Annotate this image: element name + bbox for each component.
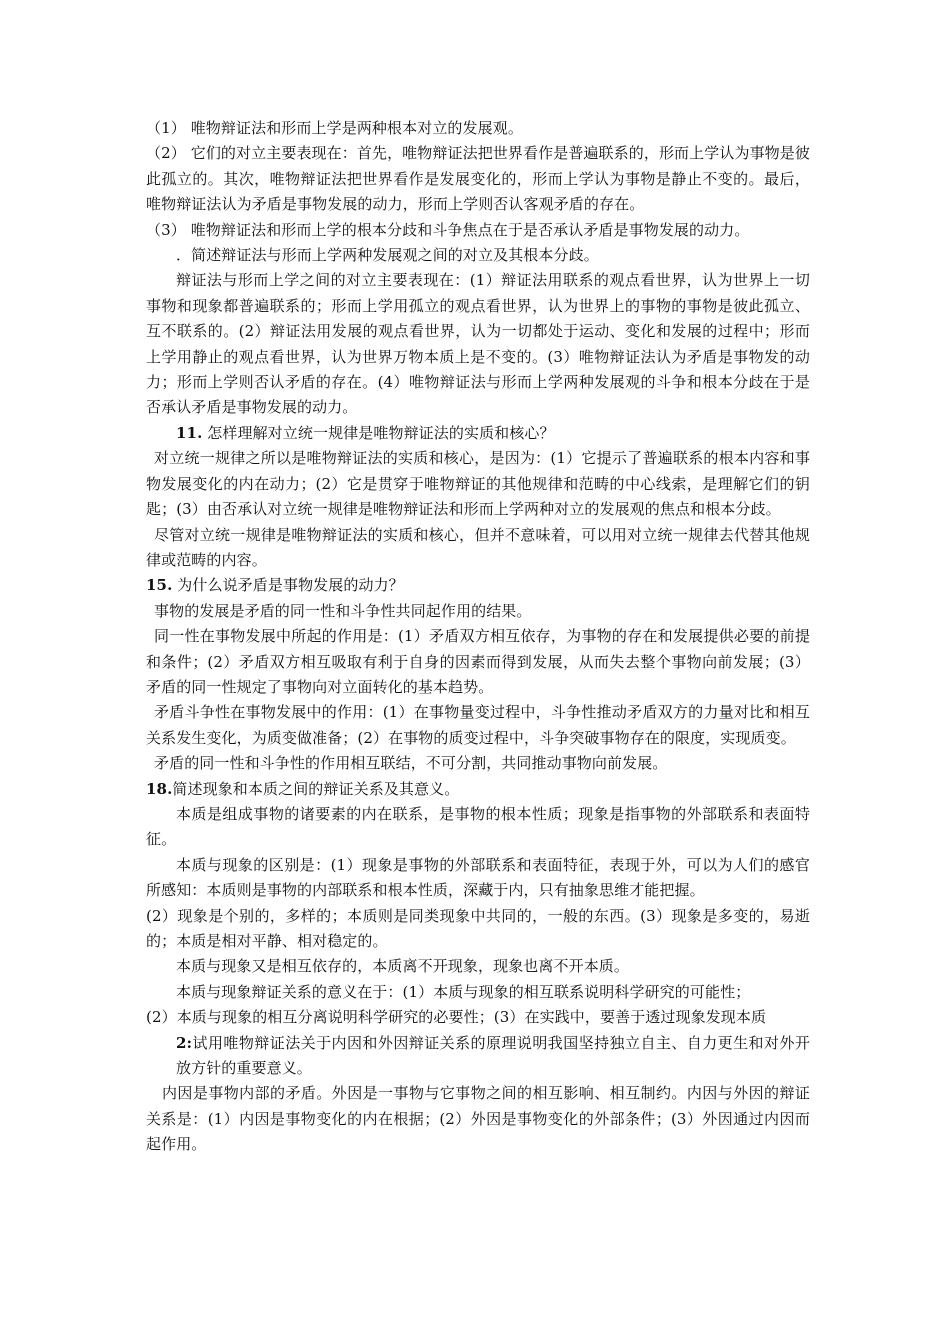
question-15-text: 为什么说矛盾是事物发展的动力？ <box>177 576 404 595</box>
question-2-number: 2: <box>176 1033 193 1052</box>
document-body <box>146 116 810 1158</box>
question-18-number: 18. <box>146 779 173 798</box>
answer-11-paragraph-2: 尽管对立统一规律是唯物辩证法的实质和核心，但并不意味着，可以用对立统一规律去代替其他规律或范畴的内容。 <box>146 525 810 569</box>
answer-2-paragraph-1: 内因是事物内部的矛盾。外因是一事物与它事物之间的相互影响、相互制约。内因与外因的辩证关系是：(1）内因是事物变化的内在根据；(2）外因是事物变化的外部条件；(3）外因通过内因而起作用。 <box>146 1084 810 1154</box>
paragraph-2: （2） 它们的对立主要表现在：首先，唯物辩证法把世界看作是普遍联系的，形而上学认为事物是彼此孤立的。其次，唯物辩证法把世界看作是发展变化的，形而上学认为事物是静止不变的。最后，唯物辩证法认为矛盾是事物发展的动力，形而上学则否认客观矛盾的存在。 <box>146 144 810 214</box>
question-18-text: 简述现象和本质之间的辩证关系及其意义。 <box>172 779 460 798</box>
answer-11-paragraph-1: 对立统一规律之所以是唯物辩证法的实质和核心，是因为：(1）它提示了普遍联系的根本内容和事物发展变化的内在动力；(2）它是贯穿于唯物辩证的其他规律和范畴的中心线索，是理解它们的钥匙；(3）由否承认对立统一规律是唯物辩证法和形而上学两种对立的发展观的焦点和根本分歧。 <box>146 449 810 519</box>
answer-18-paragraph-4: 本质与现象又是相互依存的，本质离不开现象，现象也离不开本质。 <box>176 957 630 976</box>
question-11-number: 11. <box>176 423 203 442</box>
question-2 <box>146 1031 810 1082</box>
answer-15-paragraph-2: 同一性在事物发展中所起的作用是：(1）矛盾双方相互依存，为事物的存在和发展提供必要的前提和条件；(2）矛盾双方相互吸取有利于自身的因素而得到发展，从而失去整个事物向前发展；(3）矛盾的同一性规定了事物向对立面转化的基本趋势。 <box>146 627 810 696</box>
answer-15-paragraph-1: 事物的发展是矛盾的同一性和斗争性共同起作用的结果。 <box>154 601 532 620</box>
question-2-text: 试用唯物辩证法关于内因和外因辩证关系的原理说明我国坚持独立自主、自力更生和对外开放方针的重要意义。 <box>176 1033 810 1078</box>
question-11-text: 怎样理解对立统一规律是唯物辩证法的实质和核心？ <box>207 423 555 442</box>
answer-18-paragraph-6: (2）本质与现象的相互分离说明科学研究的必要性；(3）在实践中，要善于透过现象发现本质 <box>146 1008 767 1027</box>
question-15 <box>146 573 810 598</box>
question-15-number: 15. <box>146 576 173 595</box>
paragraph-3: （3） 唯物辩证法和形而上学的根本分歧和斗争焦点在于是否承认矛盾是事物发展的动力。 <box>146 220 750 239</box>
answer-18-paragraph-2: 本质与现象的区别是：(1）现象是事物的外部联系和表面特征，表现于外，可以为人们的感官所感知：本质则是事物的内部联系和根本性质，深藏于内，只有抽象思维才能把握。 <box>146 855 810 900</box>
question-summary: ．简述辩证法与形而上学两种发展观之间的对立及其根本分歧。 <box>176 246 599 265</box>
answer-15-paragraph-4: 矛盾的同一性和斗争性的作用相互联结，不可分割，共同推动事物向前发展。 <box>154 754 668 773</box>
answer-18-paragraph-5: 本质与现象辩证关系的意义在于：(1）本质与现象的相互联系说明科学研究的可能性； <box>176 982 751 1001</box>
answer-18-paragraph-3: (2）现象是个别的，多样的；本质则是同类现象中共同的，一般的东西。(3）现象是多变的，易逝的；本质是相对平静、相对稳定的。 <box>146 906 810 950</box>
answer-18-paragraph-1: 本质是组成事物的诸要素的内在联系，是事物的根本性质；现象是指事物的外部联系和表面特征。 <box>146 804 810 849</box>
question-18 <box>146 777 810 802</box>
paragraph-1: （1） 唯物辩证法和形而上学是两种根本对立的发展观。 <box>146 119 523 137</box>
answer-dialectics-vs-metaphysics: 辩证法与形而上学之间的对立主要表现在：(1）辩证法用联系的观点看世界，认为世界上一切事物和现象都普遍联系的；形而上学用孤立的观点看世界，认为世界上的事物的事物是彼此孤立、互不联系的。(2）辩证法用发展的观点看世界，认为一切都处于运动、变化和发展的过程中；形而上学用静止的观点看世界，认为世界万物本质上是不变的。(3）唯物辩证法认为矛盾是事物发的动力；形而上学则否认矛盾的存在。(4）唯物辩证法与形而上学两种发展观的斗争和根本分歧在于是否承认矛盾是事物发展的动力。 <box>146 271 810 417</box>
answer-15-paragraph-3: 矛盾斗争性在事物发展中的作用：(1）在事物量变过程中，斗争性推动矛盾双方的力量对比和相互关系发生变化，为质变做准备；(2）在事物的质变过程中，斗争突破事物存在的限度，实现质变。 <box>146 703 810 747</box>
question-11 <box>146 421 810 446</box>
